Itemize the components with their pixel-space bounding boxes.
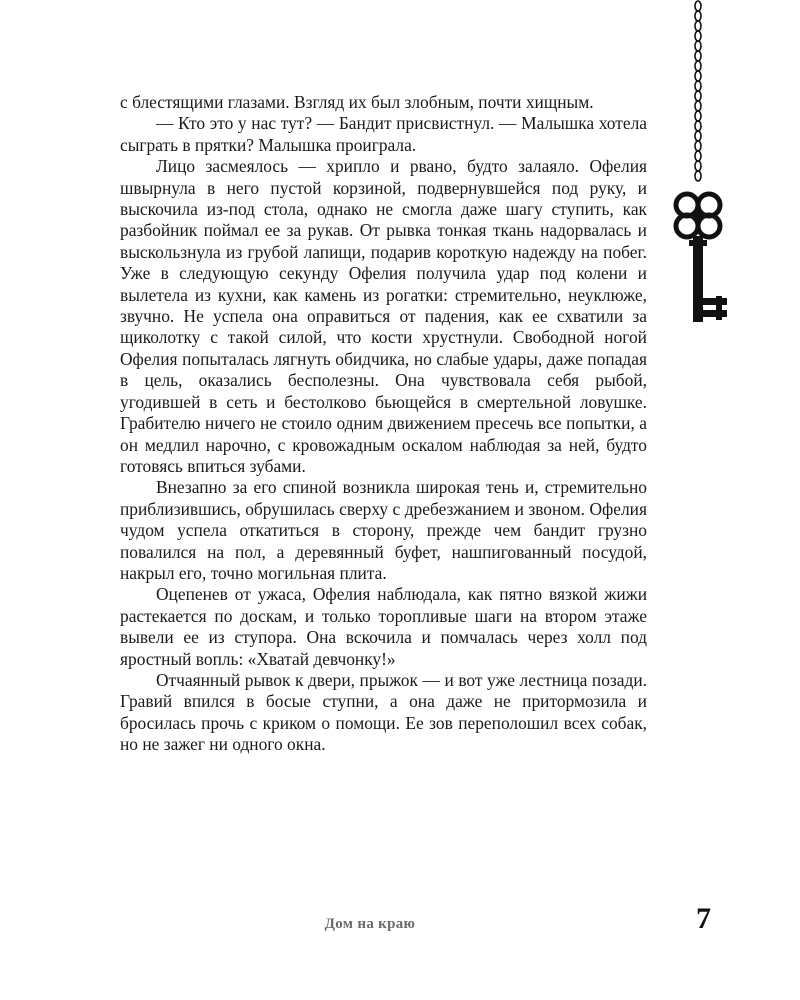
page-number: 7 xyxy=(696,902,711,935)
paragraph-1: с блестящими глазами. Взгляд их был злобным, почти хищным. xyxy=(120,92,594,112)
paragraph-6: Отчаянный рывок к двери, прыжок — и вот уже лестница позади. Гравий впился в босые ступни, а она даже не притормозила и бросилась прочь с криком о помощи. Ее зов переполошил всех собак, но не зажег ни одного окна. xyxy=(120,669,647,755)
paragraph-2: — Кто это у нас тут? — Бандит присвистнул. — Малышка хотела сыграть в прятки? Малышка проиграла. xyxy=(120,113,647,155)
paragraph-5: Оцепенев от ужаса, Офелия наблюдала, как пятно вязкой жижи растекается по доскам, и только торопливые шаги на втором этаже вывели ее из ступора. Она вскочила и помчалась через холл под яростный вопль: «Хватай девчонку!» xyxy=(120,584,647,669)
paragraph-4: Внезапно за его спиной возникла широкая тень и, стремительно приблизившись, обрушилась сверху с дребезжанием и звоном. Офелия чудом успела откатиться в сторону, прежде чем бандит грузно повалился на пол, а деревянный буфет, нашпигованный посудой, накрыл его, точно могильная плита. xyxy=(120,477,647,583)
running-footer-title: Дом на краю xyxy=(324,916,416,932)
body-text xyxy=(120,92,647,756)
paragraph-3: Лицо засмеялось — хрипло и рвано, будто залаяло. Офелия швырнула в него пустой корзиной, подвернувшейся под руку, и выскочила из-под стола, однако не смогла даже шагу ступить, как разбойник поймал ее за рукав. От рывка тонкая ткань надорвалась и выскользнула из грубой лапищи, подарив короткую надежду на побег. Уже в следующую секунду Офелия получила удар под колени и вылетела из кухни, как камень из рогатки: стремительно, неуклюже, звучно. Не успела она оправиться от падения, как ее схватили за щиколотку с такой силой, что кости хрустнули. Свободной ногой Офелия попыталась лягнуть обидчика, но слабые удары, даже попадая в цель, оказались бесполезны. Она чувствовала себя рыбой, угодившей в сеть и бестолково бьющейся в смертельной ловушке. Грабителю ничего не стоило одним движением пресечь все попытки, а он медлил нарочно, с кровожадным оскалом наблюдая за ней, будто готовясь впиться зубами. xyxy=(120,156,647,476)
hanging-key-icon xyxy=(660,0,750,330)
